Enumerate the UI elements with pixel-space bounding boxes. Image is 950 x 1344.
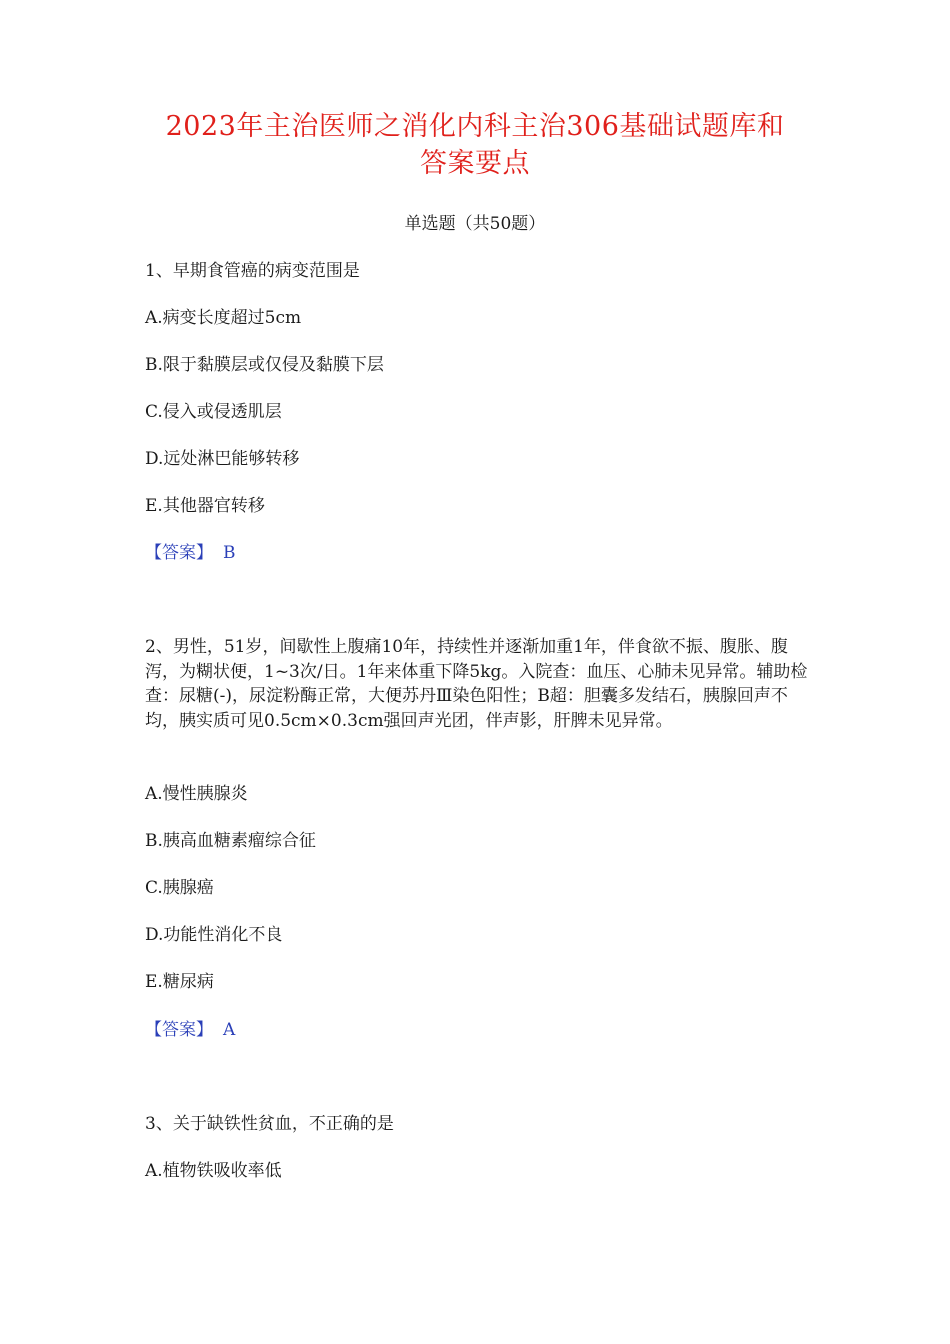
option-e: E.其他器官转移: [145, 496, 265, 516]
option-d: D.远处淋巴能够转移: [145, 449, 300, 469]
option-a: A.植物铁吸收率低: [145, 1161, 282, 1181]
option-c: C.侵入或侵透肌层: [145, 402, 282, 422]
question-stem: 2、男性，51岁，间歇性上腹痛10年，持续性并逐渐加重1年，伴食欲不振、腹胀、腹泻，为糊状便，1~3次/日。1年来体重下降5kg。入院查：血压、心肺未见异常。辅助检查：尿糖(-)，尿淀粉酶正常，大便苏丹Ⅲ染色阳性；B超：胆囊多发结石，胰腺回声不均，胰实质可见0.5cm×0.3cm强回声光团，伴声影，肝脾未见异常。: [145, 637, 808, 731]
option-b: B.限于黏膜层或仅侵及黏膜下层: [145, 355, 384, 375]
title-line-2: 答案要点: [420, 148, 530, 179]
option-c: C.胰腺癌: [145, 878, 214, 898]
option-a: A.病变长度超过5cm: [145, 308, 302, 328]
title-line-1: 2023年主治医师之消化内科主治306基础试题库和: [165, 111, 785, 142]
section-heading: 单选题（共50题）: [404, 214, 546, 234]
option-d: D.功能性消化不良: [145, 925, 283, 945]
option-a: A.慢性胰腺炎: [145, 784, 248, 804]
answer-label: 【答案】: [145, 543, 213, 563]
option-e: E.糖尿病: [145, 972, 214, 992]
answer-row: [145, 1018, 815, 1042]
question-stem: 3、关于缺铁性贫血，不正确的是: [145, 1114, 394, 1134]
document-title: [120, 108, 830, 182]
option-b: B.胰高血糖素瘤综合征: [145, 831, 316, 851]
question-stem: 1、早期食管癌的病变范围是: [145, 261, 360, 281]
answer-value: A: [223, 1020, 236, 1040]
answer-label: 【答案】: [145, 1020, 213, 1040]
answer-value: B: [223, 543, 236, 563]
answer-row: [145, 541, 815, 565]
